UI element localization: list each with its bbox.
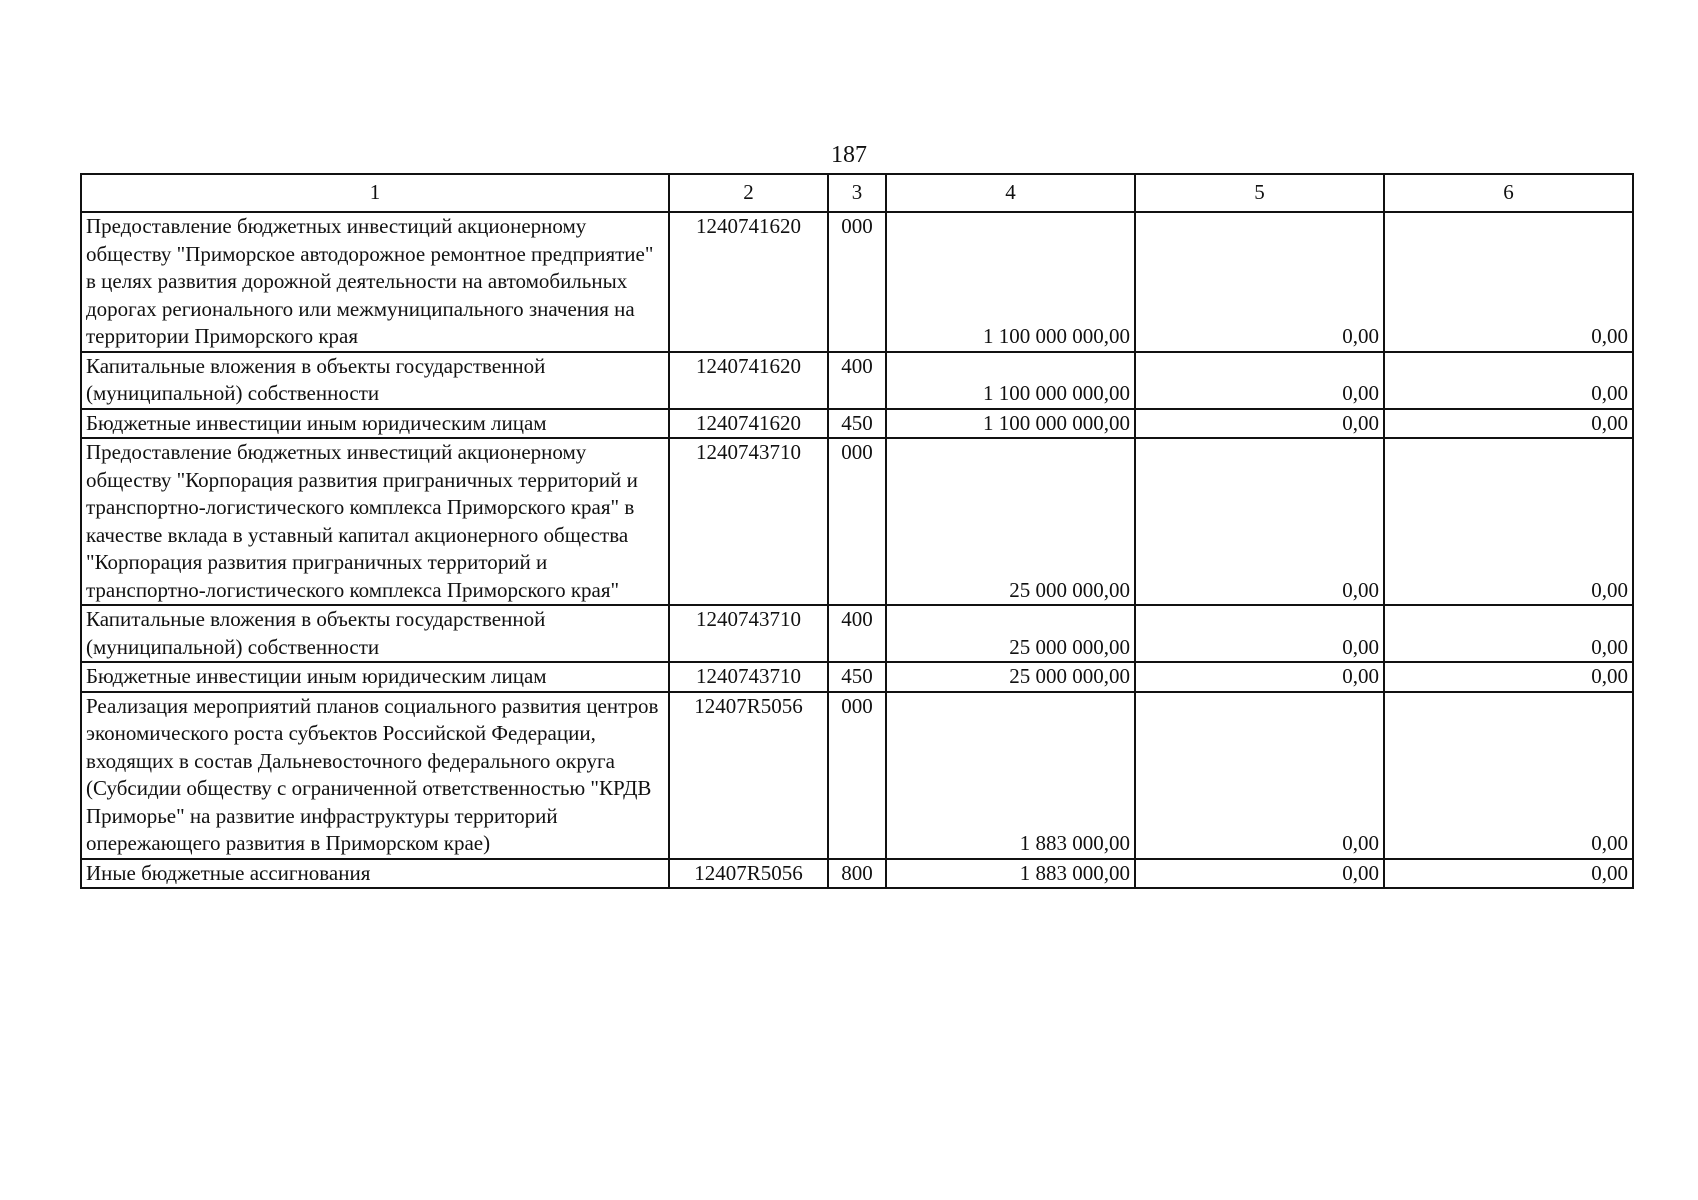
row-value-col5: 0,00 — [1135, 662, 1384, 692]
column-header: 1 — [81, 174, 669, 212]
column-header: 4 — [886, 174, 1135, 212]
row-value-col6: 0,00 — [1384, 409, 1633, 439]
table-row — [81, 409, 1633, 439]
row-value-col6: 0,00 — [1384, 692, 1633, 859]
table-row — [81, 662, 1633, 692]
page-number: 187 — [831, 142, 867, 168]
row-value-col4: 1 100 000 000,00 — [886, 352, 1135, 409]
row-expense-type: 800 — [828, 859, 886, 889]
column-header: 2 — [669, 174, 828, 212]
row-value-col5: 0,00 — [1135, 438, 1384, 605]
row-value-col5: 0,00 — [1135, 605, 1384, 662]
budget-table — [80, 173, 1634, 889]
row-expense-type: 450 — [828, 662, 886, 692]
table-header-row — [81, 174, 1633, 212]
row-value-col4: 1 100 000 000,00 — [886, 212, 1135, 352]
row-name: Реализация мероприятий планов социального развития центров экономического роста субъектов Российской Федерации, входящих в состав Дальневосточного федерального округа (Субсидии обществу с ограниченной ответственностью "КРДВ Приморье" на развитие инфраструктуры территорий опережающего развития в Приморском крае) — [81, 692, 669, 859]
column-header: 3 — [828, 174, 886, 212]
row-name: Бюджетные инвестиции иным юридическим лицам — [81, 409, 669, 439]
row-target-code: 1240743710 — [669, 605, 828, 662]
table-row — [81, 692, 1633, 859]
row-value-col4: 1 883 000,00 — [886, 692, 1135, 859]
table-row — [81, 605, 1633, 662]
column-header: 5 — [1135, 174, 1384, 212]
row-expense-type: 000 — [828, 692, 886, 859]
row-name: Капитальные вложения в объекты государственной (муниципальной) собственности — [81, 605, 669, 662]
row-name: Капитальные вложения в объекты государственной (муниципальной) собственности — [81, 352, 669, 409]
row-name: Предоставление бюджетных инвестиций акционерному обществу "Приморское автодорожное ремонтное предприятие" в целях развития дорожной деятельности на автомобильных дорогах регионального или межмуниципального значения на территории Приморского края — [81, 212, 669, 352]
row-value-col6: 0,00 — [1384, 859, 1633, 889]
row-expense-type: 400 — [828, 605, 886, 662]
row-target-code: 1240743710 — [669, 662, 828, 692]
row-expense-type: 000 — [828, 438, 886, 605]
row-target-code: 1240743710 — [669, 438, 828, 605]
table-row — [81, 438, 1633, 605]
row-name: Предоставление бюджетных инвестиций акционерному обществу "Корпорация развития приграничных территорий и транспортно-логистического комплекса Приморского края" в качестве вклада в уставный капитал акционерного общества "Корпорация развития приграничных территорий и транспортно-логистического комплекса Приморского края" — [81, 438, 669, 605]
table-row — [81, 352, 1633, 409]
row-expense-type: 000 — [828, 212, 886, 352]
row-target-code: 12407R5056 — [669, 859, 828, 889]
row-value-col6: 0,00 — [1384, 605, 1633, 662]
table-row — [81, 212, 1633, 352]
row-value-col5: 0,00 — [1135, 212, 1384, 352]
row-value-col6: 0,00 — [1384, 212, 1633, 352]
row-value-col6: 0,00 — [1384, 438, 1633, 605]
column-header: 6 — [1384, 174, 1633, 212]
row-name: Иные бюджетные ассигнования — [81, 859, 669, 889]
row-expense-type: 400 — [828, 352, 886, 409]
row-value-col5: 0,00 — [1135, 859, 1384, 889]
row-value-col4: 25 000 000,00 — [886, 605, 1135, 662]
row-value-col5: 0,00 — [1135, 692, 1384, 859]
row-target-code: 1240741620 — [669, 409, 828, 439]
row-value-col6: 0,00 — [1384, 352, 1633, 409]
row-value-col4: 1 883 000,00 — [886, 859, 1135, 889]
row-target-code: 1240741620 — [669, 212, 828, 352]
row-value-col4: 25 000 000,00 — [886, 438, 1135, 605]
row-target-code: 12407R5056 — [669, 692, 828, 859]
row-target-code: 1240741620 — [669, 352, 828, 409]
row-value-col6: 0,00 — [1384, 662, 1633, 692]
row-value-col5: 0,00 — [1135, 352, 1384, 409]
row-value-col4: 1 100 000 000,00 — [886, 409, 1135, 439]
row-expense-type: 450 — [828, 409, 886, 439]
row-value-col4: 25 000 000,00 — [886, 662, 1135, 692]
table-row — [81, 859, 1633, 889]
row-name: Бюджетные инвестиции иным юридическим лицам — [81, 662, 669, 692]
row-value-col5: 0,00 — [1135, 409, 1384, 439]
